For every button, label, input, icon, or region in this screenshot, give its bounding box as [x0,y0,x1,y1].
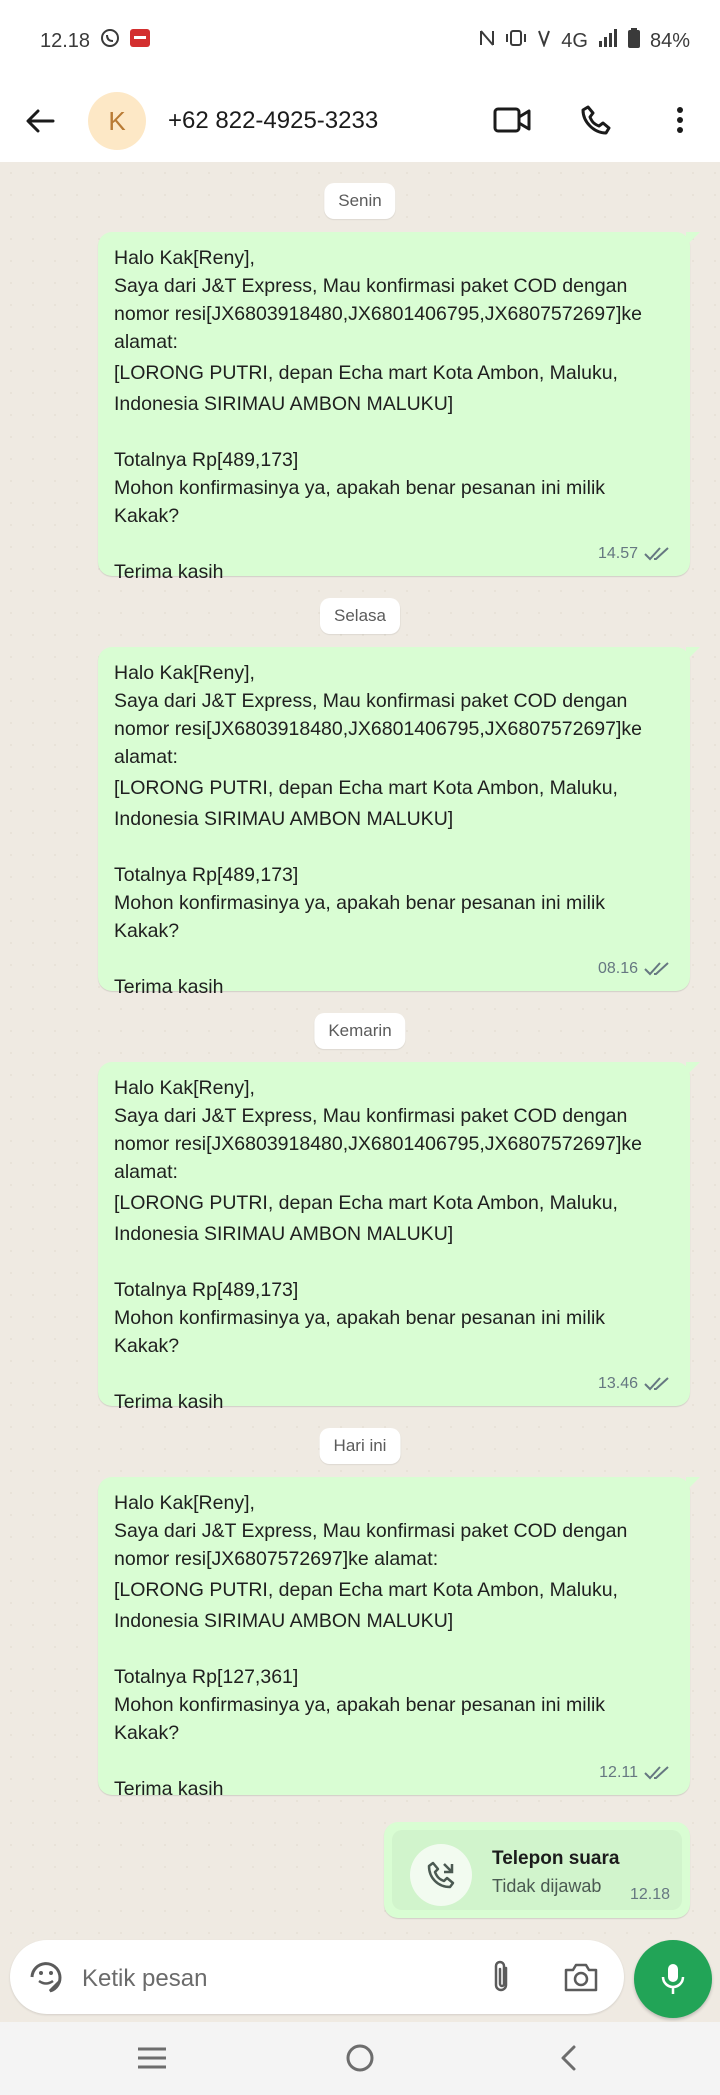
camera-icon [563,1961,599,1993]
message-line: Saya dari J&T Express, Mau konfirmasi paket COD dengan [114,690,628,712]
message-line: [LORONG PUTRI, depan Echa mart Kota Ambon, Maluku, [114,777,618,799]
message-line: Kakak? [114,920,180,942]
arrow-left-icon [25,108,55,134]
sticker-button[interactable] [24,1955,68,1999]
message-line: nomor resi[JX6803918480,JX6801406795,JX6807572697]ke [114,718,642,740]
message-line: Totalnya Rp[489,173] [114,864,299,886]
nfc-icon [479,29,495,53]
voice-call-button[interactable] [574,98,618,142]
double-check-icon [644,546,672,562]
message-line: Mohon konfirmasinya ya, apakah benar pesanan ini milik [114,477,606,499]
avatar[interactable]: K [88,92,146,150]
message-line: Halo Kak[Reny], [114,247,255,269]
message-line: Indonesia SIRIMAU AMBON MALUKU] [114,393,454,415]
attach-button[interactable] [480,1956,522,1998]
message-line: Indonesia SIRIMAU AMBON MALUKU] [114,808,454,830]
microphone-icon [660,1962,686,1996]
day-separator: Kemarin [314,1013,405,1049]
call-time: 12.18 [629,1886,670,1903]
call-status: Tidak dijawab [492,1876,602,1896]
message-time: 14.57 [597,545,638,562]
missed-call-icon [410,1844,472,1906]
message-line: Mohon konfirmasinya ya, apakah benar pesanan ini milik [114,1694,606,1716]
voice-message-button[interactable] [634,1940,712,2018]
message-line: alamat: [114,331,178,353]
message-meta [599,1759,672,1787]
status-bar [0,0,720,80]
clock: 12.18 [40,29,91,52]
back-button[interactable] [20,101,60,141]
chevron-left-icon [558,2044,578,2072]
message-line: Totalnya Rp[127,361] [114,1666,299,1688]
message-line: Halo Kak[Reny], [114,1492,255,1514]
paperclip-icon [490,1959,512,1995]
day-separator: Senin [324,183,395,219]
message-input[interactable] [80,1958,464,2000]
message-line: Mohon konfirmasinya ya, apakah benar pesanan ini milik [114,1307,606,1329]
volte-icon [537,29,551,53]
message-line: alamat: [114,746,178,768]
battery-icon [628,28,640,54]
message-line: Kakak? [114,1335,180,1357]
day-separator: Hari ini [320,1428,401,1464]
message-line: Terima kasih [114,1391,224,1413]
battery-level: 84% [649,29,690,52]
message-line: Totalnya Rp[489,173] [114,449,299,471]
vibrate-icon [505,29,527,53]
message-line: Kakak? [114,1722,180,1744]
missed-call-card[interactable] [384,1822,690,1918]
message-line: Saya dari J&T Express, Mau konfirmasi paket COD dengan [114,1105,628,1127]
call-title: Telepon suara [492,1848,620,1869]
message-line: nomor resi[JX6803918480,JX6801406795,JX6807572697]ke [114,303,642,325]
message-line: Saya dari J&T Express, Mau konfirmasi paket COD dengan [114,1520,628,1542]
message-time: 08.16 [597,960,638,977]
menu-lines-icon [136,2046,168,2070]
double-check-icon [644,961,672,977]
kebab-menu-icon [676,106,684,134]
day-separator: Selasa [320,598,400,634]
message-line: [LORONG PUTRI, depan Echa mart Kota Ambon, Maluku, [114,362,618,384]
signal-icon [598,29,618,53]
message-bubble[interactable] [98,1477,690,1800]
message-line: Totalnya Rp[489,173] [114,1279,299,1301]
message-line: [LORONG PUTRI, depan Echa mart Kota Ambon, Maluku, [114,1579,618,1601]
status-left [40,28,150,54]
message-line: Halo Kak[Reny], [114,1077,255,1099]
double-check-icon [644,1765,672,1781]
whatsapp-notification-icon [100,28,120,54]
message-line: Indonesia SIRIMAU AMBON MALUKU] [114,1223,454,1245]
message-line: Terima kasih [114,976,224,998]
header-actions [490,98,702,142]
message-line: Kakak? [114,505,180,527]
contact-name[interactable]: +62 822-4925-3233 [168,107,379,134]
more-options-button[interactable] [658,98,702,142]
message-composer [10,1940,624,2014]
message-line: alamat: [114,1161,178,1183]
message-line: nomor resi[JX6807572697]ke alamat: [114,1548,439,1570]
message-line: Halo Kak[Reny], [114,662,255,684]
message-time: 13.46 [597,1375,638,1392]
message-line: Saya dari J&T Express, Mau konfirmasi paket COD dengan [114,275,628,297]
message-line: nomor resi[JX6803918480,JX6801406795,JX6807572697]ke [114,1133,642,1155]
recent-apps-button[interactable] [132,2038,172,2078]
video-call-button[interactable] [490,98,534,142]
chat-header [0,80,720,162]
phone-icon [580,104,612,136]
message-line: Terima kasih [114,561,224,583]
message-line: [LORONG PUTRI, depan Echa mart Kota Ambon, Maluku, [114,1192,618,1214]
system-nav-bar [0,2022,720,2095]
message-meta [598,955,672,983]
message-line: Terima kasih [114,1778,224,1800]
message-bubble[interactable] [98,1062,690,1413]
network-type: 4G [561,29,588,52]
back-nav-button[interactable] [548,2038,588,2078]
chat-area[interactable] [0,162,720,1940]
message-meta [598,540,672,568]
sticker-icon [28,1959,64,1995]
message-time: 12.11 [599,1764,638,1781]
app-notification-icon [130,29,150,53]
double-check-icon [644,1376,672,1392]
message-line: Indonesia SIRIMAU AMBON MALUKU] [114,1610,454,1632]
message-meta [598,1370,672,1398]
home-button[interactable] [340,2038,380,2078]
camera-button[interactable] [560,1956,602,1998]
home-circle-icon [345,2043,375,2073]
video-camera-icon [493,106,531,134]
message-bubble[interactable] [98,647,690,998]
message-bubble[interactable] [98,232,690,583]
message-line: Mohon konfirmasinya ya, apakah benar pesanan ini milik [114,892,606,914]
status-right [479,28,690,54]
